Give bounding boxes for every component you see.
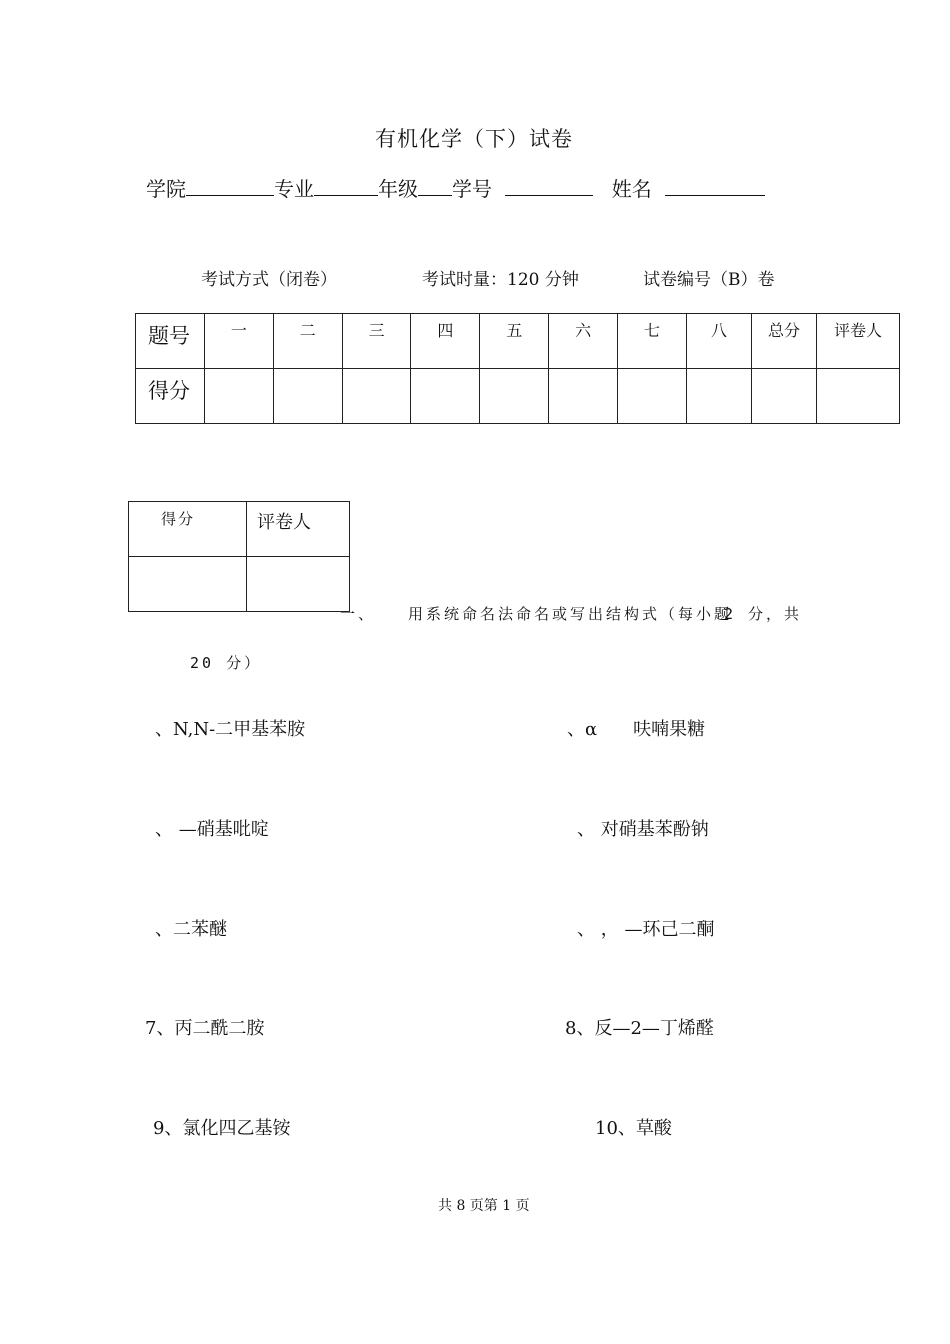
column-header: 三 [342,314,411,369]
column-header: 一 [205,314,274,369]
section-heading-part4: 20 分） [190,654,263,672]
college-blank[interactable] [186,177,274,196]
score-cell[interactable] [618,369,687,424]
column-header: 五 [480,314,549,369]
question-number-label: 题号 [136,314,205,369]
page-footer: 共 8 页第 1 页 [438,1198,530,1214]
question-8: 8、反—2—丁烯醛 [565,1018,714,1039]
question-9: 9、氯化四乙基铵 [153,1118,291,1139]
student-id-blank[interactable] [505,177,593,196]
column-header: 七 [618,314,687,369]
score-cell[interactable] [752,369,817,424]
question-2: 、α 呋喃果糖 [567,719,706,740]
section-heading-part3: 2 分，共 [724,605,803,623]
grader-box-score-label: 得分 [129,502,247,557]
section-heading-part1: 一、 [340,605,377,623]
student-id-label: 学号 [452,177,492,201]
paper-number: 试卷编号（B）卷 [643,270,775,290]
score-cell[interactable] [342,369,411,424]
score-cell[interactable] [273,369,342,424]
grade-label: 年级 [378,177,418,201]
question-1: 、N,N-二甲基苯胺 [155,719,306,740]
score-cell[interactable] [205,369,274,424]
name-label: 姓名 [611,177,652,201]
exam-mode: 考试方式（闭卷） [201,270,337,290]
major-label: 专业 [274,177,314,201]
score-table [135,313,900,424]
column-header: 二 [273,314,342,369]
question-3: 、 —硝基吡啶 [155,819,269,840]
score-table-header-row [136,314,900,369]
major-blank[interactable] [314,177,378,196]
column-header: 八 [687,314,752,369]
score-cell[interactable] [817,369,900,424]
section-heading-part2: 用系统命名法命名或写出结构式（每小题 [408,605,733,623]
score-cell[interactable] [549,369,618,424]
college-label: 学院 [146,177,186,201]
score-label: 得分 [136,369,205,424]
question-6: 、 ， —环己二酮 [577,919,715,940]
score-cell[interactable] [480,369,549,424]
score-cell[interactable] [411,369,480,424]
grader-box-grader-label: 评卷人 [247,502,350,557]
grader-box [128,501,350,612]
column-header: 四 [411,314,480,369]
column-header: 总分 [752,314,817,369]
exam-duration: 考试时量：120 分钟 [422,270,579,290]
student-info-line [146,173,765,202]
question-7: 7、丙二酰二胺 [145,1018,265,1039]
column-header: 六 [549,314,618,369]
grader-box-score-cell[interactable] [129,557,247,612]
question-4: 、 对硝基苯酚钠 [577,819,709,840]
grader-box-grader-cell[interactable] [247,557,350,612]
column-header: 评卷人 [817,314,900,369]
question-5: 、二苯醚 [155,919,227,940]
score-table-score-row [136,369,900,424]
name-blank[interactable] [665,177,765,196]
score-cell[interactable] [687,369,752,424]
grade-blank[interactable] [418,177,452,196]
exam-title: 有机化学（下）试卷 [375,127,573,151]
question-10: 10、草酸 [595,1118,672,1139]
